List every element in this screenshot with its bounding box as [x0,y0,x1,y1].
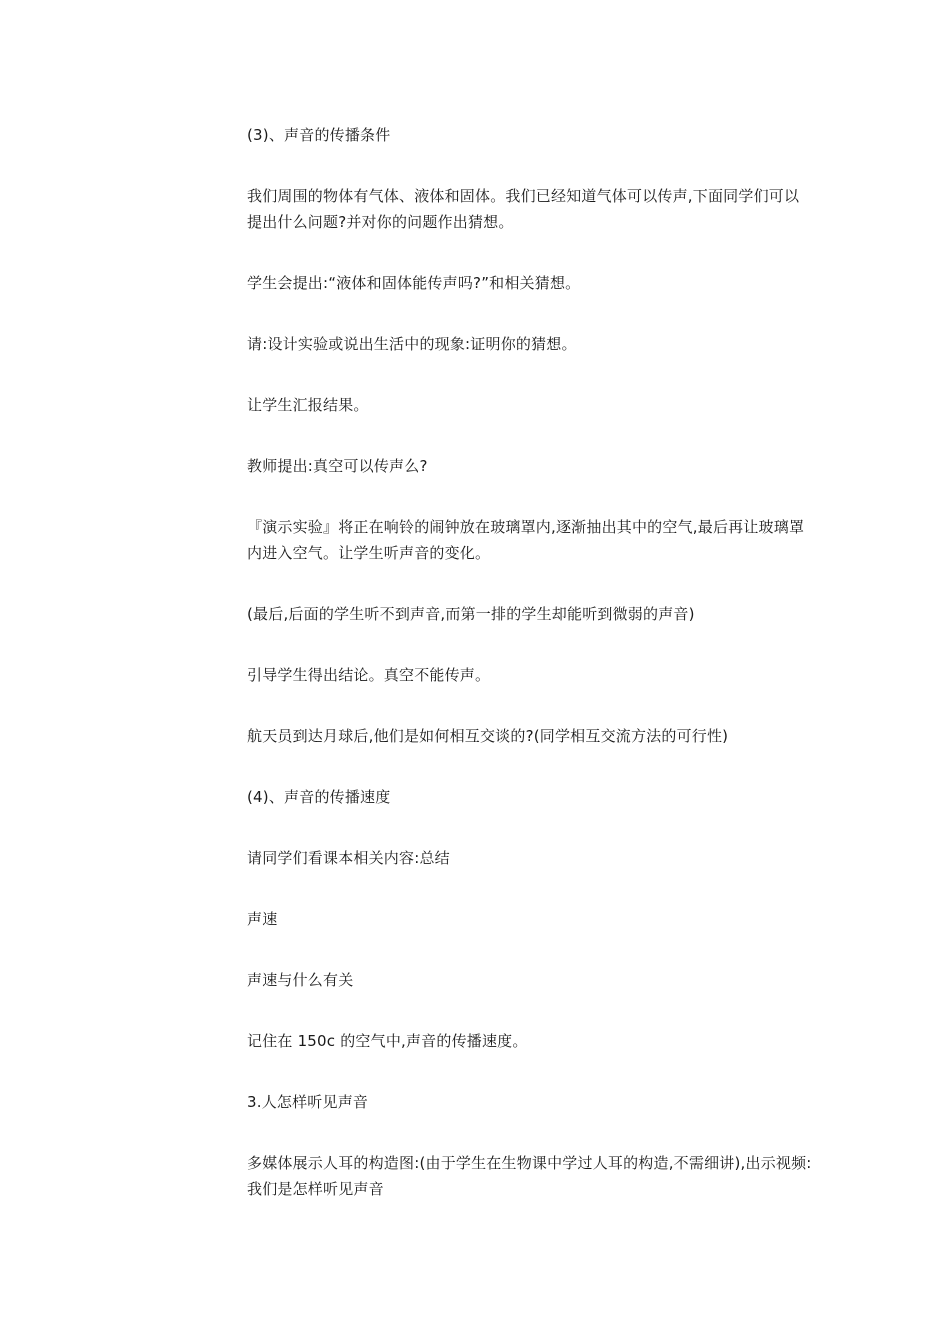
heading-propagation-speed: (4)、声音的传播速度 [247,788,391,806]
paragraph-remember-speed: 记住在 150c 的空气中,声音的传播速度。 [247,1032,528,1050]
paragraph-gas-liquid-solid: 我们周围的物体有气体、液体和固体。我们已经知道气体可以传声,下面同学们可以提出什么问题?并对你的问题作出猜想。 [247,187,800,231]
paragraph-astronaut-question: 航天员到达月球后,他们是如何相互交谈的?(同学相互交流方法的可行性) [247,727,729,745]
paragraph-conclusion: 引导学生得出结论。真空不能传声。 [247,666,491,684]
paragraph-demo-experiment: 『演示实验』将正在响铃的闹钟放在玻璃罩内,逐渐抽出其中的空气,最后再让玻璃罩内进入空气。让学生听声音的变化。 [247,518,805,562]
paragraph-observation-note: (最后,后面的学生听不到声音,而第一排的学生却能听到微弱的声音) [247,605,695,623]
paragraph-sound-speed: 声速 [247,910,278,928]
heading-how-we-hear: 3.人怎样听见声音 [247,1093,369,1111]
heading-propagation-conditions: (3)、声音的传播条件 [247,126,391,144]
paragraph-ear-structure: 多媒体展示人耳的构造图:(由于学生在生物课中学过人耳的构造,不需细讲),出示视频:我们是怎样听见声音 [247,1154,812,1198]
document-body [247,122,813,1237]
paragraph-textbook-summary: 请同学们看课本相关内容:总结 [247,849,450,867]
paragraph-teacher-question: 教师提出:真空可以传声么? [247,457,428,475]
paragraph-design-experiment: 请:设计实验或说出生活中的现象:证明你的猜想。 [247,335,577,353]
paragraph-student-question: 学生会提出:“液体和固体能传声吗?”和相关猜想。 [247,274,581,292]
paragraph-report-results: 让学生汇报结果。 [247,396,369,414]
paragraph-speed-factors: 声速与什么有关 [247,971,354,989]
